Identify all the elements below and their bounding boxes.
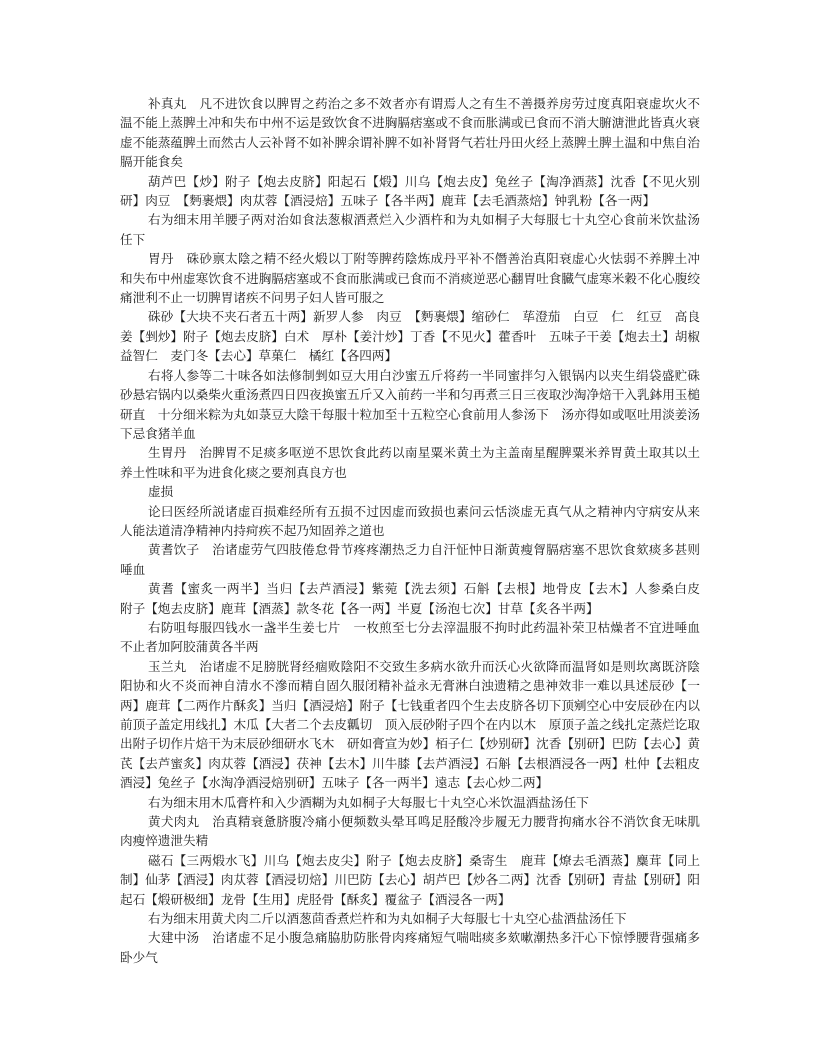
paragraph-huangquanrou-ingredients: 磁石【三两煅水飞】川乌【炮去皮尖】附子【炮去皮脐】桑寄生 鹿茸【燎去毛酒蒸】麋茸【同上制】仙茅【酒浸】肉苁蓉【酒浸切焙】川巴防【去心】胡芦巴【炒各二两】沈香【别研】青盐【别研】阳起石【煅研极细】龙骨【生用】虎胫骨【酥炙】覆盆子【酒浸各一两】 xyxy=(120,852,700,907)
paragraph-weidan-ingredients: 硃砂【大块不夹石者五十两】新罗人参 肉豆 【麪裹煨】缩砂仁 荜澄茄 白豆 仁 红豆 高良姜【剉炒】附子【炮去皮脐】白术 厚朴【姜汁炒】丁香【不见火】藿香叶 五味子干姜【炮去土】胡椒 益智仁 麦门冬【去心】草菓仁 橘红【各四两】 xyxy=(120,309,713,364)
paragraph-weidan: 胃丹 硃砂禀太陰之精不经火煅以丁附等脾药陰炼成丹平补不僭善治真阳衰虚心火怯弱不养脾土冲和失布中州虚寒饮食不进胸膈痞塞或不食而胀满或已食而不消痰逆恶心翻胃吐食臓气虚寒米穀不化心腹绞痛泄利不止一切脾胃诸疾不问男子妇人皆可服之 xyxy=(120,251,700,306)
paragraph-huangquanrou-method: 右为细末用黄犬肉二斤以酒葱茴香煮烂杵和为丸如桐子大每服七十丸空心盐酒盐汤任下 xyxy=(148,911,627,927)
paragraph-huangquanrou-wan: 黄犬肉丸 治真精衰惫脐腹冷痛小便频数头晕耳鸣足胫酸冷步履无力腰背拘痛水谷不消饮食无味肌肉瘦悴遗泄失精 xyxy=(120,814,700,849)
paragraph-shengweidan: 生胃丹 治脾胃不足痰多呕逆不思饮食此药以南星粟米黄土为主盖南星醒脾粟米养胃黄土取其以土养土性味和平为进食化痰之要剂真良方也 xyxy=(120,445,700,480)
section-heading-xusun: 虚损 xyxy=(148,484,174,500)
paragraph-yulan-method: 右为细末用木瓜膏杵和入少酒糊为丸如桐子大每服七十丸空心米饮温酒盐汤任下 xyxy=(148,794,589,810)
paragraph-huangqi-ingredients: 黄耆【蜜炙一两半】当归【去芦酒浸】紫菀【洗去须】石斛【去根】地骨皮【去木】人参桑白皮 附子【炮去皮脐】鹿茸【酒蒸】款冬花【各一两】半夏【汤泡七次】甘草【炙各半两】 xyxy=(120,581,713,616)
paragraph-xusun-lun: 论曰医经所説诸虚百损难经所有五损不过因虚而致损也素问云恬淡虚无真气从之精神内守病安从来人能法道清净精神内持疴疾不起乃知固养之道也 xyxy=(120,503,700,538)
paragraph-yulan-wan: 玉兰丸 治诸虚不足膀胱肾经痼败陰阳不交致生多病水欲升而沃心火欲降而温肾如是则坎离既济陰阳协和火不炎而神自清水不滲而精自固久服闭精补益永无膏淋白浊遗精之患神效非一难以具述辰砂【一两】鹿茸【二两作片酥炙】当归【酒浸焙】附子【七钱重者四个生去皮脐各切下顶剜空心中安辰砂在内以前顶子盖定用线扎】木瓜【大者二个去皮瓤切 顶入辰砂附子四个在内以木 原顶子盖之线扎定蒸烂讫取出附子切作片焙干为末辰砂细研水飞木 研如膏宣为妙】栢子仁【炒别研】沈香【别研】巴防【去心】黄芪【去芦蜜炙】肉苁蓉【酒浸】茯神【去木】川牛膝【去芦酒浸】石斛【去根酒浸各一两】杜仲【去粗皮酒浸】兔丝子【水淘净酒浸焙别研】五味子【各一两半】遠志【去心炒二两】 xyxy=(120,658,700,791)
paragraph-buzhen-ingredients: 葫芦巴【炒】附子【炮去皮脐】阳起石【煅】川乌【炮去皮】兔丝子【淘净酒蒸】沈香【不见火别研】肉豆 【麪裹煨】肉苁蓉【酒浸焙】五味子【各半两】鹿茸【去毛酒蒸焙】钟乳粉【各一两】 xyxy=(120,173,700,209)
paragraph-huangqi-method: 右防咀每服四钱水一盏半生姜七片 一枚煎至七分去滓温服不拘时此药温补荣卫枯燥者不宜进唾血不止者加阿胶蒲黄各半两 xyxy=(120,619,700,655)
paragraph-weidan-method: 右将人参等二十味各如法修制剉如豆大用白沙蜜五斤将药一半同蜜拌匀入银锅内以夹生绢袋盛贮硃砂悬宕锅内以桑柴火重汤煮四日四夜换蜜五斤又入前药一半和匀再煮三日三夜取沙淘净焙干入乳鉢用玉槌研直 十分细米粽为丸如菉豆大陰干每服十粒加至十五粒空心食前用人参汤下 汤亦得如或呕吐用淡姜汤下忌食猪羊血 xyxy=(120,367,700,441)
paragraph-buzhen-method: 右为细末用羊腰子两对治如食法葱椒酒煮烂入少酒杵和为丸如桐子大每服七十丸空心食前米饮盐汤任下 xyxy=(120,212,700,247)
document-body xyxy=(120,94,713,967)
paragraph-dajianzhong-tang: 大建中汤 治诸虚不足小腹急痛脇肋防胀骨肉疼痛短气喘咄痰多欬嗽潮热多汗心下惊悸腰背强痛多卧少气 xyxy=(120,930,700,965)
paragraph-buzhen-wan: 补真丸 凡不进饮食以脾胃之药治之多不效者亦有谓焉人之有生不善摄养房劳过度真阳衰虚坎火不温不能上蒸脾土冲和失布中州不运是致饮食不进胸膈痞塞或不食而胀满或已食而不消大腑溏泄此皆真火衰虚不能蒸蕴脾土而然古人云补肾不如补脾余谓补脾不如补肾肾气若壮丹田火经上蒸脾土脾土温和中焦自治膈开能食矣 xyxy=(120,96,700,170)
paragraph-huangqi-yinzi: 黄耆饮子 治诸虚劳气四肢倦怠骨节疼疼潮热乏力自汗怔忡日渐黄瘦胷膈痞塞不思饮食欬痰多甚则唾血 xyxy=(120,542,700,577)
